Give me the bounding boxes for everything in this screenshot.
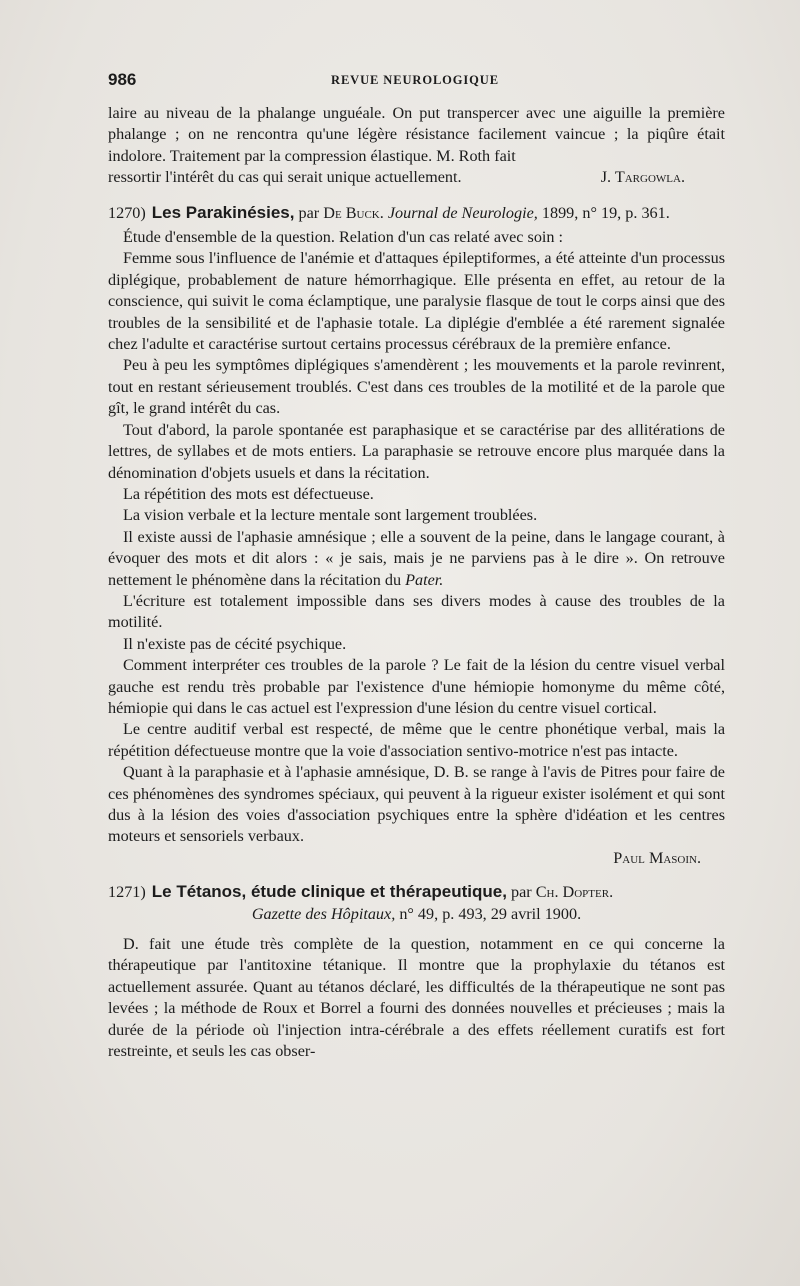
entry-1270-by: par bbox=[298, 203, 320, 222]
entry-1270-paragraph-aphasia bbox=[108, 527, 725, 591]
page-header bbox=[108, 70, 722, 94]
entry-1270-ref: 1899, n° 19, p. 361. bbox=[541, 203, 670, 222]
entry-1271-citation bbox=[108, 904, 725, 925]
entry-1271-ref: n° 49, p. 493, 29 avril 1900. bbox=[399, 904, 582, 923]
entry-1271-paragraph: D. fait une étude très complète de la question, notamment en ce qui concerne la thérapeutique par l'antitoxine tétanique. Il montre que la prophylaxie du tétanos est actuellement assurée. Quant au tétanos déclaré, les difficultés de la thérapeutique ne sont pas levées ; la méthode de Roux et Borrel a fourni des données nouvelles et précieuses ; mais la durée de la période où l'injection intra-cérébrale a des effets réellement curatifs est fort restreinte, et seuls les cas obser- bbox=[108, 935, 725, 1061]
entry-1270-journal: Journal de Neurologie, bbox=[387, 203, 538, 222]
entry-1270-signature: Paul Masoin. bbox=[613, 848, 701, 867]
entry-1270-paragraph: Étude d'ensemble de la question. Relation d'un cas relaté avec soin : bbox=[123, 228, 564, 247]
entry-1270-paragraph: Comment interpréter ces troubles de la parole ? Le fait de la lésion du centre visuel verbal gauche est rendu très probable par l'existence d'une hémiopie homonyme du même côté, hémiopie qui dans le cas actuel est l'expression d'une lésion du centre visuel cortical. bbox=[108, 656, 725, 717]
page-number: 986 bbox=[108, 70, 137, 89]
entry-1271-title: Le Tétanos, étude clinique et thérapeutique, bbox=[151, 882, 507, 902]
entry-1270-paragraph: Quant à la paraphasie et à l'aphasie amnésique, D. B. se range à l'avis de Pitres pour faire de ces phénomènes des syndromes spéciaux, qui peuvent à la rigueur exister isolément et qui sont dus à la lésion des voies d'association psychiques entre la sphère d'idéation et les centres moteurs et sensoriels verbaux. bbox=[108, 763, 725, 846]
entry-1270-paragraph: L'écriture est totalement impossible dans ses divers modes à cause des troubles de la motilité. bbox=[108, 591, 725, 632]
entry-1270-title: Les Parakinésies, bbox=[151, 202, 295, 222]
prev-entry-author: J. Targowla. bbox=[600, 168, 685, 187]
entry-1270-paragraph: La vision verbale et la lecture mentale sont largement troublées. bbox=[123, 506, 538, 525]
entry-1271-heading bbox=[108, 881, 725, 925]
running-title: REVUE NEUROLOGIQUE bbox=[331, 73, 499, 87]
entry-1270-author: De Buck. bbox=[323, 203, 384, 222]
entry-1270-paragraph: Peu à peu les symptômes diplégiques s'amendèrent ; les mouvements et la parole revinrent, tout en restant sérieusement troublés. C'est dans ces troubles de la motilité et de la parole que gît, le grand intérêt du cas. bbox=[108, 356, 725, 418]
entry-1271-number: 1271) bbox=[108, 883, 146, 902]
entry-1271-author: Ch. Dopter. bbox=[535, 883, 614, 902]
page-content bbox=[108, 103, 725, 1062]
prev-entry-last-line bbox=[108, 167, 725, 188]
entry-1270-paragraph-text: Il existe aussi de l'aphasie amnésique ; elle a souvent de la peine, dans le langage courant, à évoquer des mots et dit alors : « je sais, mais je ne parviens pas à le dire ». On retrouve nettement le phénomène dans la récitation du bbox=[108, 527, 725, 589]
entry-1270-paragraph: Il n'existe pas de cécité psychique. bbox=[123, 634, 347, 653]
entry-1271-journal: Gazette des Hôpitaux, bbox=[251, 904, 396, 923]
entry-1270-signature-line bbox=[108, 848, 725, 869]
entry-1270-paragraph: La répétition des mots est défectueuse. bbox=[123, 484, 374, 503]
entry-1270-paragraph: Femme sous l'influence de l'anémie et d'attaques épileptiformes, a été atteinte d'un processus diplégique, probablement de nature hémorrhagique. Elle présenta en effet, au retour de la conscience, qui suivit le coma éclamptique, une paralysie flasque de tout le corps ainsi que des troubles de la sensibilité et de l'aphasie totale. La diplégie d'emblée a été rarement signalée chez l'adulte et caractérise surtout certains processus cérébraux de la première enfance. bbox=[108, 249, 725, 354]
entry-1271-by: par bbox=[510, 883, 532, 902]
entry-1270-pater: Pater. bbox=[405, 570, 444, 589]
entry-1270-number: 1270) bbox=[108, 203, 146, 222]
entry-1270-paragraph: Le centre auditif verbal est respecté, de même que le centre phonétique verbal, mais la répétition défectueuse montre que la voie d'association sentivo-motrice n'est pas intacte. bbox=[108, 720, 725, 760]
entry-1270-paragraph: Tout d'abord, la parole spontanée est paraphasique et se caractérise par des allitérations de lettres, de syllabes et de mots entiers. La paraphasie se retrouve encore plus marquée dans la dénomination d'objets usuels et dans la récitation. bbox=[108, 420, 725, 482]
entry-1270-heading bbox=[108, 202, 725, 224]
prev-entry-text: laire au niveau de la phalange unguéale. On put transpercer avec une aiguille la première phalange ; on ne rencontra qu'une légère résistance facilement vaincue ; la piqûre était indolore. Traitement par la compression élastique. M. Roth fait bbox=[108, 104, 725, 165]
prev-entry-last-text: ressortir l'intérêt du cas qui serait unique actuellement. bbox=[108, 168, 462, 187]
